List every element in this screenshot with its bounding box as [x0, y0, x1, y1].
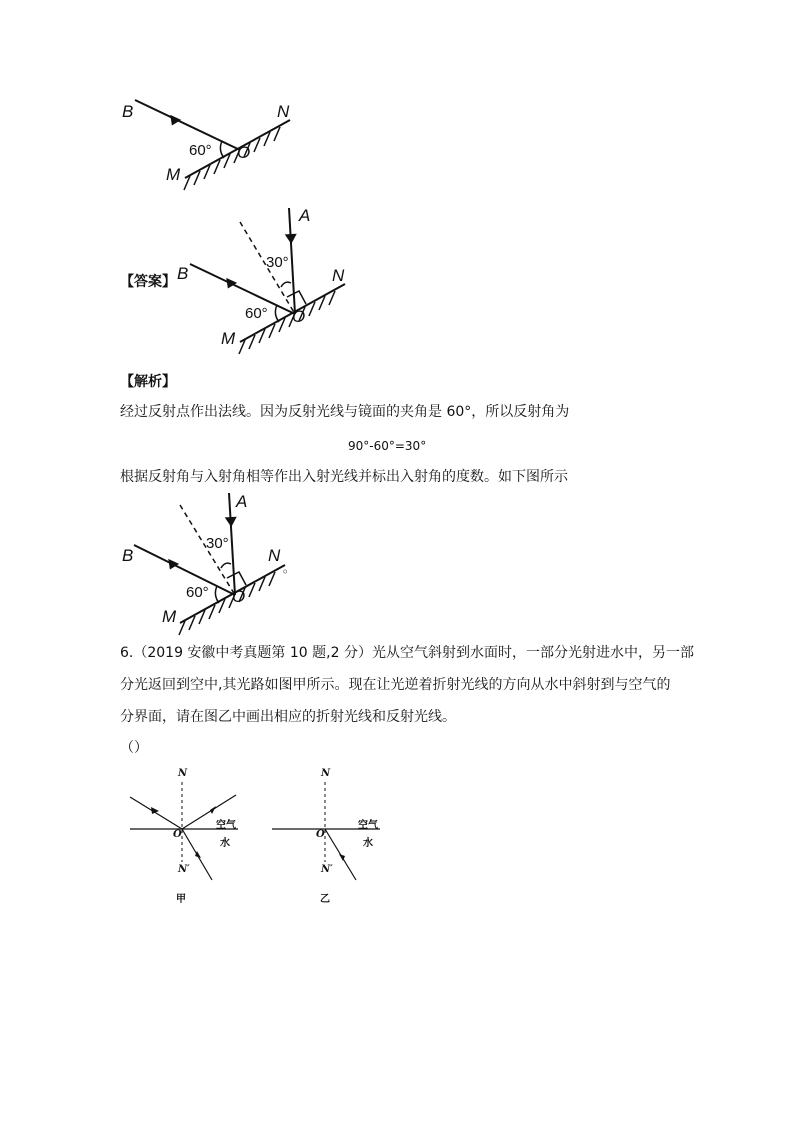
label-m: M: [162, 607, 177, 626]
caption-yi: 乙: [320, 894, 330, 905]
label-air: 空气: [358, 820, 378, 831]
question-6-line-3: 分界面，请在图乙中画出相应的折射光线和反射光线。: [120, 709, 456, 725]
question-6-line-2: 分光返回到空中,其光路如图甲所示。现在让光逆着折射光线的方向从水中斜射到与空气的: [120, 677, 671, 693]
label-water: 水: [363, 838, 373, 849]
label-m: M: [221, 329, 236, 348]
analysis-formula: 90°-60°=30°: [348, 439, 427, 453]
analysis-tag: 【解析】: [120, 374, 176, 390]
label-water: 水: [220, 838, 230, 849]
angle-60: 60°: [186, 584, 209, 601]
label-o: O: [237, 143, 251, 162]
label-a: A: [236, 492, 248, 511]
angle-30: 30°: [206, 535, 229, 552]
angle-60: 60°: [189, 142, 212, 159]
caption-jia: 甲: [176, 894, 186, 905]
label-n-prime: N′: [178, 864, 190, 875]
angle-60: 60°: [245, 305, 268, 322]
label-o: O: [232, 587, 246, 606]
label-air: 空气: [216, 820, 236, 831]
analysis-line-1: 经过反射点作出法线。因为反射光线与镜面的夹角是 60°，所以反射角为: [120, 404, 570, 420]
label-a: A: [299, 206, 311, 225]
label-n: N: [321, 768, 331, 779]
label-o: O: [173, 829, 182, 840]
label-m: M: [166, 165, 181, 184]
angle-30: 30°: [266, 254, 289, 271]
label-b: B: [122, 102, 134, 121]
question-6-line-1: 6.（2019 安徽中考真题第 10 题,2 分）光从空气斜射到水面时，一部分光射进水中，另一部: [120, 645, 694, 661]
label-o: O: [292, 307, 306, 326]
label-o: O: [316, 829, 325, 840]
label-n: N: [178, 768, 188, 779]
label-n: N: [277, 102, 290, 121]
answer-blank: （）: [120, 740, 148, 756]
analysis-line-2: 根据反射角与入射角相等作出入射光线并标出入射角的度数。如下图所示: [120, 469, 568, 485]
label-n: N: [332, 266, 345, 285]
label-n-prime: N′: [321, 864, 333, 875]
period: 。: [283, 561, 296, 575]
label-b: B: [177, 264, 189, 283]
answer-tag: 【答案】: [120, 274, 176, 290]
label-b: B: [122, 546, 134, 565]
label-n: N: [268, 546, 281, 565]
